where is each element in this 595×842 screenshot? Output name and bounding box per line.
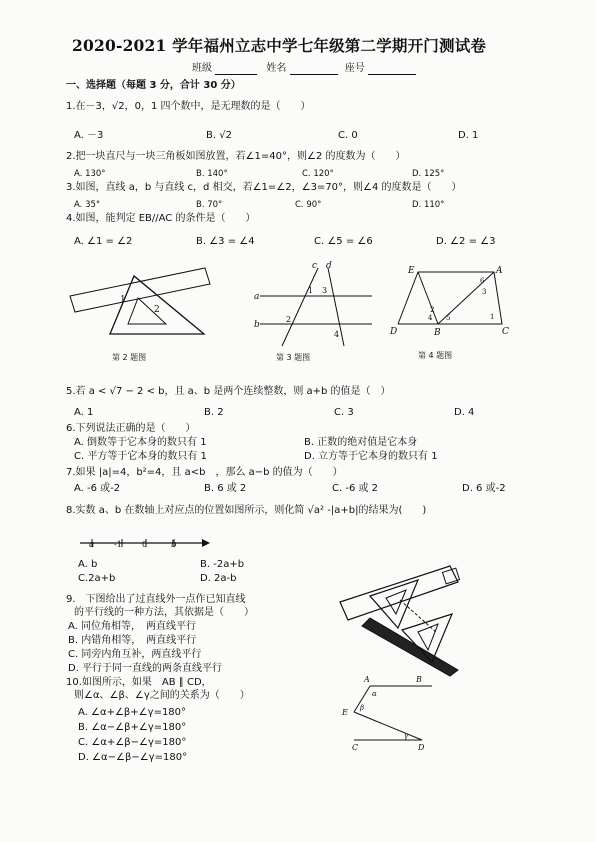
q8-number-line xyxy=(80,532,210,554)
q6-option-a[interactable]: A. 倒数等于它本身的数只有 1 xyxy=(74,437,207,448)
fig3-label-2: 2 xyxy=(286,315,292,324)
fig2-label-1: 1 xyxy=(120,295,126,305)
q9-stem-line2: 的平行线的一种方法，其依据是（ ） xyxy=(74,607,254,618)
fig4-label-E: E xyxy=(408,266,415,276)
q2-option-a[interactable]: A. 130° xyxy=(74,169,106,179)
q10-option-b[interactable]: B. ∠α−∠β+∠γ=180° xyxy=(78,722,187,733)
q1-option-a[interactable]: A. －3 xyxy=(74,130,104,141)
q2-option-b[interactable]: B. 140° xyxy=(196,169,228,179)
q9-sliding-set-square-figure xyxy=(340,558,470,676)
q7-option-b[interactable]: B. 6 或 2 xyxy=(204,483,247,494)
q8-label-0: 0 xyxy=(142,540,148,549)
q7-option-a[interactable]: A. -6 或-2 xyxy=(74,483,121,494)
fig3-label-c: c xyxy=(312,261,318,271)
q10-parallel-lines-figure xyxy=(340,672,440,752)
q6-option-b[interactable]: B. 正数的绝对值是它本身 xyxy=(304,437,418,448)
fig3-label-4: 4 xyxy=(334,330,340,339)
q8-label-neg1: -1 xyxy=(114,540,122,549)
q1-option-d[interactable]: D. 1 xyxy=(458,130,479,141)
fig4-label-1: 1 xyxy=(490,313,495,321)
fig4-label-A: A xyxy=(496,266,503,276)
q10-label-C: C xyxy=(352,743,359,752)
fig2-caption: 第 2 题图 xyxy=(112,353,147,362)
q10-option-a[interactable]: A. ∠α+∠β+∠γ=180° xyxy=(78,707,187,718)
student-info-line xyxy=(192,63,416,75)
q3-option-a[interactable]: A. 35° xyxy=(74,200,101,210)
fig4-label-5: 5 xyxy=(446,314,451,322)
q5-option-b[interactable]: B. 2 xyxy=(204,407,224,418)
class-label: 班级 xyxy=(192,63,212,74)
q7-option-c[interactable]: C. -6 或 2 xyxy=(332,483,379,494)
q3-option-c[interactable]: C. 90° xyxy=(295,200,322,210)
q3-stem: 3.如图，直线 a，b 与直线 c，d 相交，若∠1=∠2，∠3=70°，则∠4 的度数是（ ） xyxy=(66,182,462,193)
fig4-label-6: 6 xyxy=(480,277,485,285)
q10-label-alpha: α xyxy=(372,690,377,698)
q8-label-b: b xyxy=(171,540,177,550)
q9-option-a[interactable]: A. 同位角相等， 两直线平行 xyxy=(68,621,197,632)
fig4-label-D: D xyxy=(390,327,398,337)
fig3-label-d: d xyxy=(326,261,332,271)
q5-option-d[interactable]: D. 4 xyxy=(454,407,475,418)
q10-label-beta: β xyxy=(360,704,365,712)
section-heading: 一、选择题（每题 3 分，合计 30 分） xyxy=(66,80,241,91)
q1-option-c[interactable]: C. 0 xyxy=(338,130,358,141)
q10-label-A: A xyxy=(364,675,370,684)
q9-option-c[interactable]: C. 同旁内角互补，两直线平行 xyxy=(68,649,202,660)
q9-option-d[interactable]: D. 平行于同一直线的两条直线平行 xyxy=(68,663,223,674)
name-label: 姓名 xyxy=(266,63,287,74)
q3-option-d[interactable]: D. 110° xyxy=(412,200,445,210)
q1-option-b[interactable]: B. √2 xyxy=(206,130,232,141)
q4-option-d[interactable]: D. ∠2 = ∠3 xyxy=(436,236,496,247)
q5-option-c[interactable]: C. 3 xyxy=(334,407,354,418)
q8-option-d[interactable]: D. 2a-b xyxy=(200,573,237,584)
q3-option-b[interactable]: B. 70° xyxy=(196,200,223,210)
name-blank[interactable] xyxy=(290,64,338,75)
fig3-label-b: b xyxy=(254,320,260,330)
fig4-label-B: B xyxy=(434,328,441,338)
q10-label-E: E xyxy=(342,708,348,717)
q5-stem: 5.若 a < √7 − 2 < b，且 a、b 是两个连续整数，则 a+b 的值是（ ） xyxy=(66,386,391,397)
q8-option-b[interactable]: B. -2a+b xyxy=(200,559,245,570)
q4-option-b[interactable]: B. ∠3 = ∠4 xyxy=(196,236,255,247)
fig3-label-3: 3 xyxy=(322,286,328,295)
q9-stem-line1: 9. 下图给出了过直线外一点作已知直线 xyxy=(66,594,246,605)
q2-stem: 2.把一块直尺与一块三角板如图放置，若∠1=40°，则∠2 的度数为（ ） xyxy=(66,151,406,162)
q7-stem: 7.如果 |a|=4，b²=4，且 a<b ，那么 a−b 的值为（ ） xyxy=(66,467,343,478)
q2-option-d[interactable]: D. 125° xyxy=(412,169,445,179)
seat-label: 座号 xyxy=(344,63,365,74)
fig3-intersecting-lines xyxy=(254,262,374,350)
fig2-label-2: 2 xyxy=(154,305,160,315)
fig4-label-C: C xyxy=(502,327,509,337)
q10-stem-line1: 10.如图所示，如果 AB ∥ CD， xyxy=(66,677,212,688)
page-title: 2020-2021 学年福州立志中学七年级第二学期开门测试卷 xyxy=(72,36,487,55)
fig4-label-2: 2 xyxy=(430,306,435,314)
q10-label-B: B xyxy=(416,675,422,684)
q6-stem: 6.下列说法正确的是（ ） xyxy=(66,423,196,434)
q7-option-d[interactable]: D. 6 或-2 xyxy=(462,483,506,494)
q4-option-c[interactable]: C. ∠5 = ∠6 xyxy=(314,236,373,247)
fig2-ruler-triangle xyxy=(70,268,220,348)
q6-option-c[interactable]: C. 平方等于它本身的数只有 1 xyxy=(74,451,207,462)
q8-stem: 8.实数 a、b 在数轴上对应点的位置如图所示，则化简 √a² -|a+b|的结果为( ) xyxy=(66,505,427,516)
q2-option-c[interactable]: C. 120° xyxy=(302,169,334,179)
q9-option-b[interactable]: B. 内错角相等， 两直线平行 xyxy=(68,635,197,646)
fig3-label-a: a xyxy=(254,292,260,302)
q10-label-D: D xyxy=(418,743,425,752)
q10-option-c[interactable]: C. ∠α+∠β−∠γ=180° xyxy=(78,737,187,748)
q8-option-c[interactable]: C.2a+b xyxy=(78,573,116,584)
fig4-caption: 第 4 题图 xyxy=(418,351,453,360)
q4-stem: 4.如图，能判定 EB//AC 的条件是（ ） xyxy=(66,213,256,224)
q8-label-a: a xyxy=(89,540,95,550)
fig4-trapezoid xyxy=(390,264,510,336)
q10-option-d[interactable]: D. ∠α−∠β−∠γ=180° xyxy=(78,752,188,763)
class-blank[interactable] xyxy=(215,64,257,75)
fig4-label-4: 4 xyxy=(428,314,433,322)
q10-label-gamma: γ xyxy=(404,732,409,740)
q1-stem: 1.在－3，√2，0，1 四个数中，是无理数的是（ ） xyxy=(66,101,311,112)
fig3-label-1: 1 xyxy=(308,286,314,295)
q8-option-a[interactable]: A. b xyxy=(78,559,98,570)
q6-option-d[interactable]: D. 立方等于它本身的数只有 1 xyxy=(304,451,438,462)
q5-option-a[interactable]: A. 1 xyxy=(74,407,94,418)
seat-blank[interactable] xyxy=(368,64,416,75)
fig3-caption: 第 3 题图 xyxy=(276,353,311,362)
q4-option-a[interactable]: A. ∠1 = ∠2 xyxy=(74,236,133,247)
fig4-label-3: 3 xyxy=(482,288,487,296)
q10-stem-line2: 则∠α、∠β、∠γ之间的关系为（ ） xyxy=(74,690,250,701)
